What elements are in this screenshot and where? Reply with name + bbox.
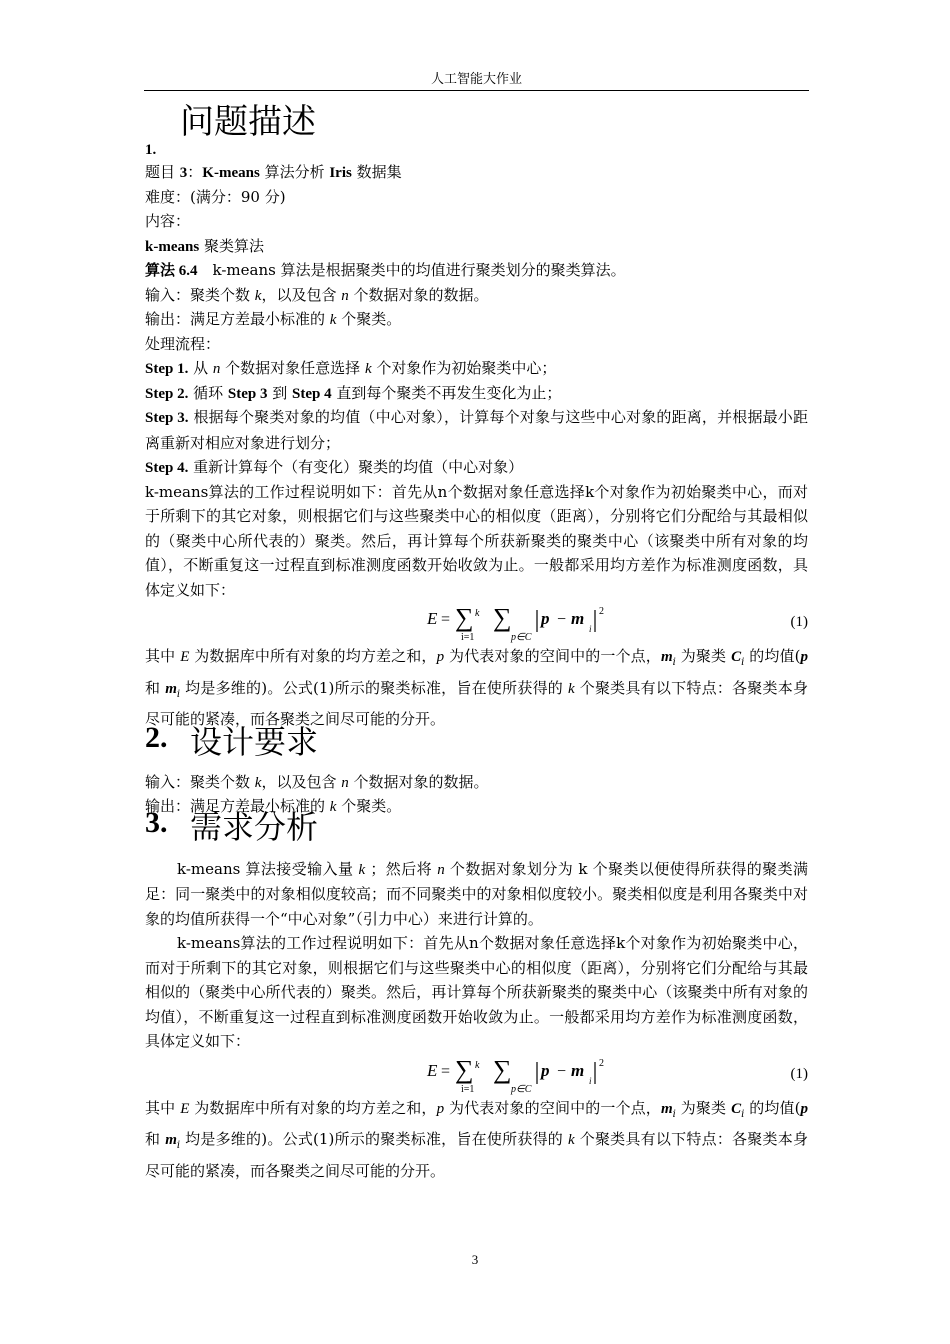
equation-1	[145, 602, 808, 644]
input-line: 输入：聚类个数 k，以及包含 n 个数据对象的数据。	[145, 285, 489, 304]
section-number: 2.	[145, 720, 168, 754]
equation-number: (1)	[790, 1065, 808, 1082]
equation-number: (1)	[790, 614, 808, 630]
input-line-2: 输入：聚类个数 k，以及包含 n 个数据对象的数据。	[145, 772, 489, 791]
problem-title: 题目 3：K-means 算法分析 Iris 数据集	[145, 163, 402, 181]
page-header: 人工智能大作业	[144, 72, 809, 91]
svg-text:i: i	[589, 624, 592, 634]
difficulty: 难度：(满分：90 分)	[145, 187, 286, 206]
section-title: 问题描述	[180, 102, 316, 142]
svg-text:∑: ∑	[493, 603, 512, 632]
svg-text:k: k	[475, 608, 480, 619]
step-3: Step 3. 根据每个聚类对象的均值（中心对象），计算每个对象与这些中心对象的距离，并根据最小距离重新对相应对象进行划分；	[145, 408, 808, 452]
svg-text:p∈C: p∈C	[511, 1083, 532, 1095]
svg-text:E: E	[427, 1060, 438, 1080]
step-2: Step 2. 循环 Step 3 到 Step 4 直到每个聚类不再发生变化为止；	[145, 383, 562, 402]
svg-text:i=1: i=1	[461, 1083, 475, 1095]
formula-svg	[425, 602, 625, 644]
svg-text:E: E	[427, 609, 438, 628]
svg-text:k: k	[475, 1059, 480, 1071]
svg-text:2: 2	[599, 606, 604, 617]
section-title: 设计要求	[190, 722, 319, 761]
content-label: 内容：	[145, 212, 191, 230]
requirement-paragraph-2: k-means算法的工作过程说明如下：首先从n个数据对象任意选择k个对象作为初始聚类中心，而对于所剩下的其它对象，则根据它们与这些聚类中心的相似度（距离），分别将它们分配给与其最相似的（聚类中心所代表的）聚类。然后，再计算每个所获新聚类的聚类中心（该聚类中所有对象的均值），不断重复这一过程直到标准测度函数开始收敛为止。一般都采用均方差作为标准测度函数，具体定义如下：	[145, 934, 808, 1050]
svg-text:∑: ∑	[455, 603, 474, 632]
description-paragraph: k-means算法的工作过程说明如下：首先从n个数据对象任意选择k个对象作为初始聚类中心，而对于所剩下的其它对象，则根据它们与这些聚类中心的相似度（距离），分别将它们分配给与其最相似的（聚类中心所代表的）聚类。然后，再计算每个所获新聚类的聚类中心（该聚类中所有对象的均值），不断重复这一过程直到标准测度函数开始收敛为止。一般都采用均方差作为标准测度函数，具体定义如下：	[145, 482, 808, 599]
requirement-paragraph-1: k-means 算法接受输入量 k ；然后将 n 个数据对象划分为 k 个聚类以便使得所获得的聚类满足：同一聚类中的对象相似度较高；而不同聚类中的对象相似度较小。聚类相似度是利用各聚类中对象的均值所获得一个“中心对象”（引力中心）来进行计算的。	[145, 859, 808, 928]
output-line-2: 输出：满足方差最小标准的 k 个聚类。	[145, 797, 402, 815]
explanation-paragraph: 其中 E 为数据库中所有对象的均方差之和，p 为代表对象的空间中的一个点，$m_i$ 为聚类 $C_i$ 的均值(p 和 $m_i$ 均是多维的)。公式(1)所示的聚类标准，旨在使所获得的 k 个聚类具有以下特点：各聚类本身尽可能的紧凑，而各聚类之间尽可能的分开。	[145, 647, 808, 728]
algorithm-line	[145, 258, 808, 283]
section-2-heading	[145, 718, 808, 766]
equation-1-repeat	[145, 1054, 808, 1096]
svg-text:m: m	[571, 609, 585, 628]
page-content	[145, 100, 808, 1183]
section-title: 需求分析	[190, 807, 319, 846]
kmeans-heading-rest: 聚类算法	[199, 236, 264, 255]
algorithm-label: 算法 6.4	[145, 263, 198, 279]
step-4: Step 4. 重新计算每个（有变化）聚类的均值（中心对象）	[145, 458, 524, 476]
page-number: 3	[471, 1252, 479, 1267]
svg-text:∑: ∑	[493, 1054, 512, 1084]
step-1: Step 1. 从 n 个数据对象任意选择 k 个对象作为初始聚类中心；	[145, 359, 557, 377]
svg-text:i=1: i=1	[461, 632, 475, 643]
svg-text:=: =	[441, 611, 451, 628]
section-number: 1.	[145, 142, 157, 158]
svg-text:∑: ∑	[455, 1054, 474, 1084]
svg-text:i: i	[589, 1075, 592, 1086]
svg-text:m: m	[571, 1060, 585, 1080]
svg-text:2: 2	[599, 1057, 604, 1069]
explanation-paragraph-2: 其中 E 为数据库中所有对象的均方差之和，p 为代表对象的空间中的一个点，$m_i$ 为聚类 $C_i$ 的均值(p 和 $m_i$ 均是多维的)。公式(1)所示的聚类标准，旨在使所获得的 k 个聚类具有以下特点：各聚类本身尽可能的紧凑，而各聚类之间尽可能的分开。	[145, 1098, 808, 1180]
svg-text:=: =	[441, 1062, 451, 1080]
svg-text:p: p	[541, 609, 550, 628]
output-line: 输出：满足方差最小标准的 k 个聚类。	[145, 310, 402, 328]
svg-text:p∈C: p∈C	[511, 632, 532, 643]
section-number: 3.	[145, 805, 168, 839]
svg-text:p: p	[541, 1060, 550, 1080]
kmeans-bold: k-means	[145, 238, 200, 255]
section-1-heading	[145, 100, 808, 160]
process-label: 处理流程：	[145, 334, 221, 353]
section-3-heading	[145, 803, 808, 851]
formula-svg	[425, 1054, 625, 1096]
svg-text:−: −	[557, 1062, 567, 1080]
algorithm-desc: k-means 算法是根据聚类中的均值进行聚类划分的聚类算法。	[197, 261, 626, 279]
kmeans-heading	[145, 234, 808, 259]
svg-text:−: −	[557, 611, 567, 628]
